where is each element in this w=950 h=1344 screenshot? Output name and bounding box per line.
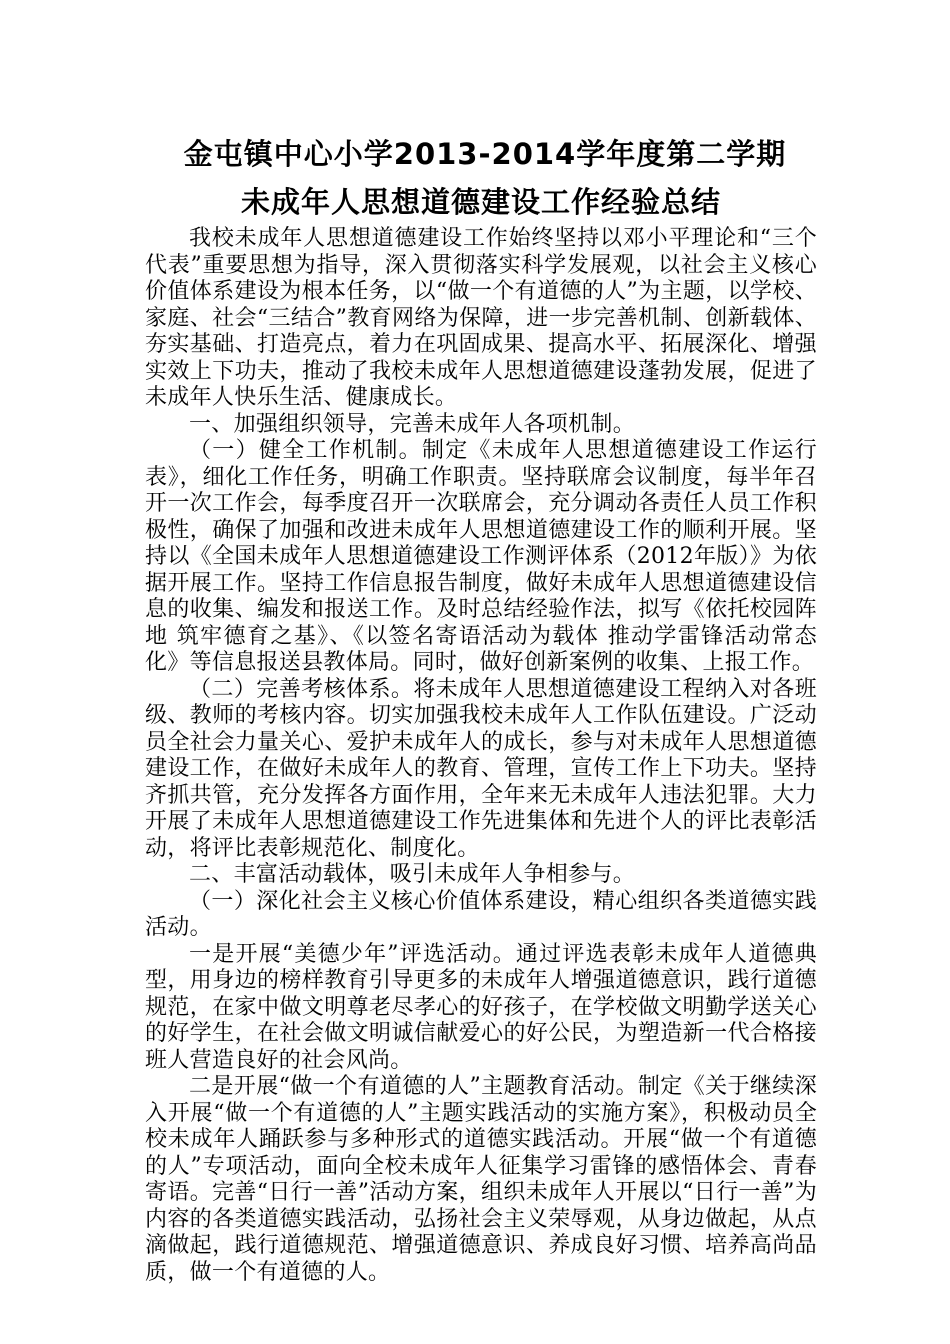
intro-paragraph: 我校未成年人思想道德建设工作始终坚持以邓小平理论和“三个代表”重要思想为指导，深入贯彻落实科学发展观，以社会主义核心价值体系建设为根本任务，以“做一个有道德的人”为主题，以学校、家庭、社会“三结合”教育网络为保障，进一步完善机制、创新载体、夯实基础、打造亮点，着力在巩固成果、提高水平、拓展深化、增强实效上下功夫，推动了我校未成年人思想道德建设蓬勃发展，促进了未成年人快乐生活、健康成长。 [145,226,817,410]
subsection-1-2-paragraph: （二）完善考核体系。将未成年人思想道德建设工程纳入对各班级、教师的考核内容。切实加强我校未成年人工作队伍建设。广泛动员全社会力量关心、爱护未成年人的成长，参与对未成年人思想道德建设工作，在做好未成年人的教育、管理，宣传工作上下功夫。坚持齐抓共管，充分发挥各方面作用，全年来无未成年人违法犯罪。大力开展了未成年人思想道德建设工作先进集体和先进个人的评比表彰活动，将评比表彰规范化、制度化。 [145,676,817,861]
section-heading-2: 二、丰富活动载体，吸引未成年人争相参与。 [189,862,636,887]
subsection-2-1-heading: （一）深化社会主义核心价值体系建设，精心组织各类道德实践活动。 [145,888,817,940]
document-title-line-2: 未成年人思想道德建设工作经验总结 [240,185,721,219]
subsection-1-1-paragraph: （一）健全工作机制。制定《未成年人思想道德建设工作运行表》，细化工作任务，明确工作职责。坚持联席会议制度，每半年召开一次工作会，每季度召开一次联席会，充分调动各责任人员工作积极性，确保了加强和改进未成年人思想道德建设工作的顺利开展。坚持以《全国未成年人思想道德建设工作测评体系（2012年版）》为依据开展工作。坚持工作信息报告制度，做好未成年人思想道德建设信息的收集、编发和报送工作。及时总结经验作法，拟写《依托校园阵地 筑牢德育之基》、《以签名寄语活动为载体 推动学雷锋活动常态化》等信息报送县教体局。同时，做好创新案例的收集、上报工作。 [145,438,817,675]
document-title-line-1: 金屯镇中心小学2013-2014学年度第二学期 [183,137,787,171]
document-page [145,130,817,1286]
activity-1-paragraph: 一是开展“美德少年”评选活动。通过评选表彰未成年人道德典型，用身边的榜样教育引导更多的未成年人增强道德意识，践行道德规范，在家中做文明尊老尽孝心的好孩子，在学校做文明勤学送关心的好学生，在社会做文明诚信献爱心的好公民，为塑造新一代合格接班人营造良好的社会风尚。 [145,941,817,1073]
activity-2-paragraph: 二是开展“做一个有道德的人”主题教育活动。制定《关于继续深入开展“做一个有道德的人”主题实践活动的实施方案》，积极动员全校未成年人踊跃参与多种形式的道德实践活动。开展“做一个有道德的人”专项活动，面向全校未成年人征集学习雷锋的感悟体会、青春寄语。完善“日行一善”活动方案，组织未成年人开展以“日行一善”为内容的各类道德实践活动，弘扬社会主义荣辱观，从身边做起，从点滴做起，践行道德规范、增强道德意识、养成良好习惯、培养高尚品质，做一个有道德的人。 [145,1074,817,1285]
section-heading-1: 一、加强组织领导，完善未成年人各项机制。 [189,411,636,437]
